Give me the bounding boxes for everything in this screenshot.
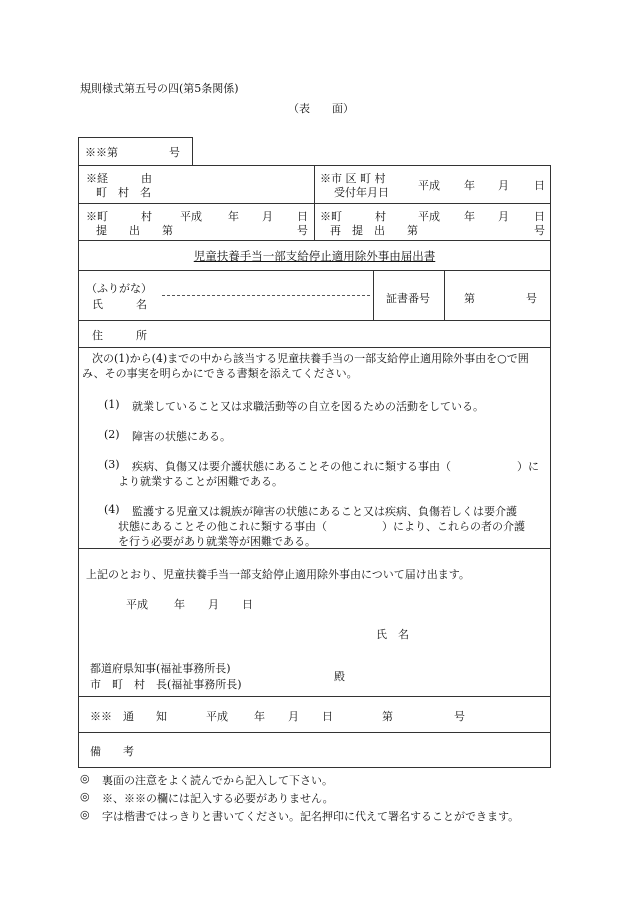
cert-number-label: 証書番号 bbox=[386, 292, 430, 305]
received-label-2: 受付年月日 bbox=[334, 186, 389, 199]
resubmit-year-label: 年 bbox=[464, 210, 475, 223]
footnote-text: ※、※※の欄には記入する必要がありません。 bbox=[102, 792, 334, 805]
row-divider bbox=[78, 270, 551, 271]
notice-prefix: 第 bbox=[382, 710, 393, 723]
resubmit-label: ※町 村 bbox=[320, 210, 386, 223]
furigana-label: （ふりがな） bbox=[86, 282, 152, 295]
column-divider bbox=[373, 271, 374, 320]
received-era: 平成 bbox=[418, 179, 440, 192]
row-divider bbox=[78, 732, 551, 733]
submit-label-2: 提 出 第 bbox=[96, 224, 173, 237]
column-divider bbox=[444, 271, 445, 320]
received-day-label: 日 bbox=[534, 179, 545, 192]
resubmit-day-label: 日 bbox=[534, 210, 545, 223]
resubmit-month-label: 月 bbox=[498, 210, 509, 223]
cert-suffix: 号 bbox=[526, 292, 537, 305]
item-text: を行う必要があり就業等が困難である。 bbox=[118, 535, 316, 548]
address-label: 住 所 bbox=[92, 329, 147, 342]
received-year-label: 年 bbox=[464, 179, 475, 192]
cert-number-field[interactable] bbox=[478, 274, 522, 318]
row-divider bbox=[78, 696, 551, 697]
name-label: 氏 名 bbox=[92, 298, 147, 311]
notice-suffix: 号 bbox=[454, 710, 465, 723]
notice-year-label: 年 bbox=[254, 710, 265, 723]
received-month-label: 月 bbox=[498, 179, 509, 192]
addressee-mayor: 市 町 村 長(福祉事務所長) bbox=[90, 678, 242, 691]
submit-label: ※町 村 bbox=[86, 210, 152, 223]
footnote-text: 字は楷書ではっきりと書いてください。記名押印に代えて署名することができます。 bbox=[102, 810, 520, 823]
form-number: 規則様式第五号の四(第5条関係) bbox=[80, 82, 239, 95]
instructions-intro: 次の(1)から(4)までの中から該当する児童扶養手当の一部支給停止適用除外事由を○で囲み、その事実を明らかにできる書類を添えてください。 bbox=[82, 352, 529, 380]
row-divider bbox=[78, 240, 551, 241]
footnote-mark: ◎ bbox=[80, 808, 90, 821]
cert-prefix: 第 bbox=[464, 292, 475, 305]
item-text: 障害の状態にある。 bbox=[132, 430, 231, 443]
submit-era: 平成 bbox=[180, 210, 202, 223]
declaration-text: 上記のとおり、児童扶養手当一部支給停止適用除外事由について届け出ます。 bbox=[86, 568, 470, 581]
resubmit-label-2: 再 提 出 第 bbox=[330, 224, 418, 237]
item-number[interactable]: (3) bbox=[104, 458, 120, 471]
item-text: 状態にあることその他これに類する事由（ ）により、これらの者の介護 bbox=[118, 520, 525, 533]
row-divider bbox=[78, 320, 551, 321]
item-text: 監護する児童又は親族が障害の状態にあること又は疾病、負傷若しくは要介護 bbox=[132, 505, 517, 518]
signature-name-label: 氏 名 bbox=[376, 628, 409, 641]
row-divider bbox=[78, 347, 551, 348]
submit-number-suffix: 号 bbox=[297, 224, 308, 237]
notice-era: 平成 bbox=[206, 710, 228, 723]
declaration-day-label: 日 bbox=[242, 598, 253, 611]
form-title: 児童扶養手当一部支給停止適用除外事由届出書 bbox=[193, 249, 436, 263]
form-side-label: （表 面） bbox=[288, 102, 354, 115]
notice-day-label: 日 bbox=[322, 710, 333, 723]
remarks-label: 備 考 bbox=[90, 745, 134, 758]
declaration-era: 平成 bbox=[126, 598, 148, 611]
submit-year-label: 年 bbox=[228, 210, 239, 223]
name-field[interactable] bbox=[162, 274, 370, 318]
footnote-mark: ◎ bbox=[80, 790, 90, 803]
submit-day-label: 日 bbox=[297, 210, 308, 223]
footnote-text: 裏面の注意をよく読んでから記入して下さい。 bbox=[102, 774, 333, 787]
received-label: ※市 区 町 村 bbox=[320, 172, 386, 185]
item-number[interactable]: (2) bbox=[104, 428, 120, 441]
item-text: 就業していること又は求職活動等の自立を図るための活動をしている。 bbox=[132, 400, 484, 413]
resubmit-era: 平成 bbox=[418, 210, 440, 223]
declaration-year-label: 年 bbox=[174, 598, 185, 611]
item-number[interactable]: (1) bbox=[104, 398, 120, 411]
remarks-field[interactable] bbox=[150, 736, 546, 764]
honorific: 殿 bbox=[334, 670, 345, 683]
signature-field[interactable] bbox=[416, 620, 544, 642]
addressee-governor: 都道府県知事(福祉事務所長) bbox=[90, 662, 231, 675]
item-number[interactable]: (4) bbox=[104, 503, 120, 516]
submit-month-label: 月 bbox=[262, 210, 273, 223]
notice-month-label: 月 bbox=[288, 710, 299, 723]
notice-label: ※※ 通 知 bbox=[90, 710, 167, 723]
item-text: 疾病、負傷又は要介護状態にあることその他これに類する事由（ ）に bbox=[132, 460, 539, 473]
resubmit-number-suffix: 号 bbox=[534, 224, 545, 237]
reception-box[interactable] bbox=[78, 137, 193, 166]
reception-label: ※※第 bbox=[85, 146, 118, 159]
footnote-mark: ◎ bbox=[80, 772, 90, 785]
column-divider bbox=[314, 165, 315, 240]
via-town-field[interactable] bbox=[170, 168, 310, 200]
via-label: ※経 由 bbox=[86, 172, 152, 185]
item-text: より就業することが困難である。 bbox=[118, 475, 283, 488]
address-field[interactable] bbox=[160, 322, 548, 346]
declaration-month-label: 月 bbox=[208, 598, 219, 611]
via-label-2: 町 村 名 bbox=[96, 186, 151, 199]
reception-suffix: 号 bbox=[169, 146, 180, 159]
